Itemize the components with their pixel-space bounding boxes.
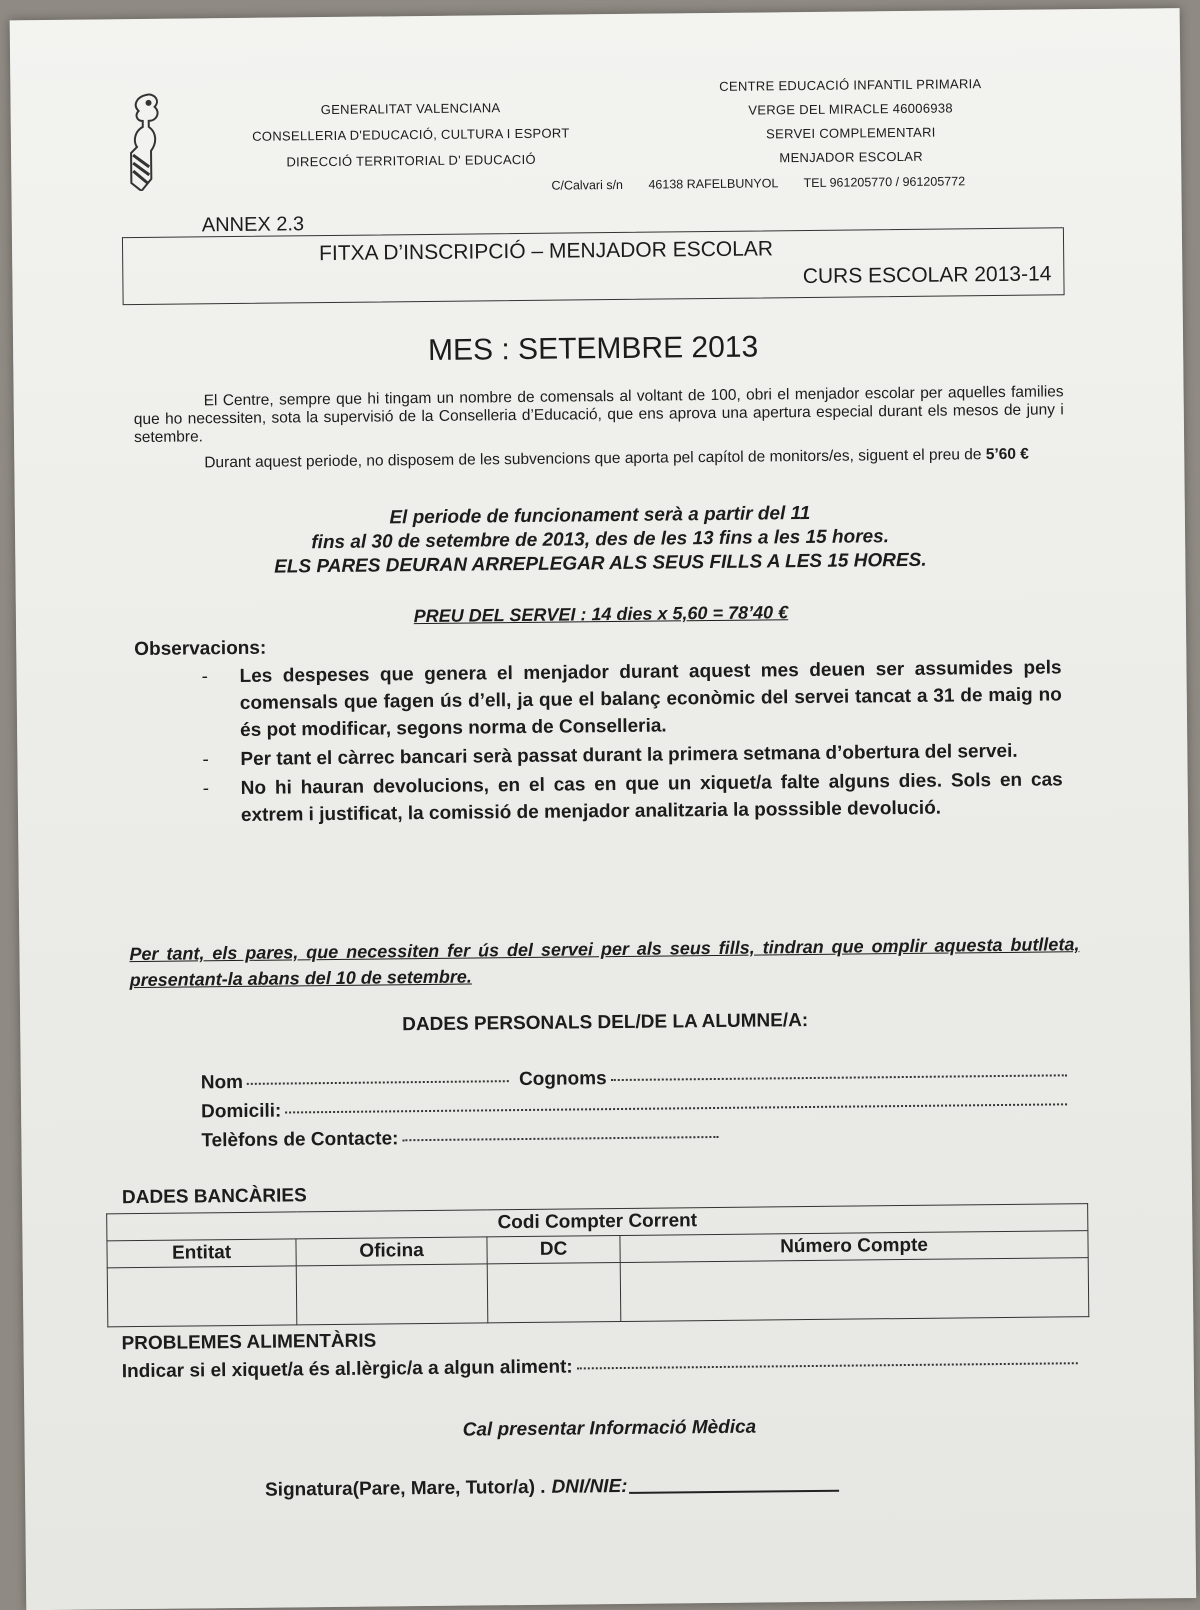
period-line1: El periode de funcionament serà a partir del 11 (389, 502, 811, 529)
cognoms-label: Cognoms (518, 1068, 607, 1091)
header-left-line2: CONSELLERIA D'EDUCACIÓ, CULTURA I ESPORT (252, 125, 570, 144)
header-right-line3: SERVEI COMPLEMENTARI (766, 124, 936, 142)
bank-data-title: DADES BANCÀRIES (121, 1185, 307, 1209)
month-heading: MES : SETEMBRE 2013 (427, 330, 759, 367)
meal-price: 5’60 € (985, 445, 1029, 464)
intro-paragraph-1 (134, 383, 1065, 447)
telefons-field[interactable] (402, 1136, 718, 1141)
medical-info-note: Cal presentar Informació Mèdica (462, 1416, 757, 1441)
form-title: FITXA D’INSCRIPCIÓ – MENJADOR ESCOLAR (318, 237, 774, 266)
dash-bullet: - (201, 666, 208, 688)
observation-text: Les despeses que genera el menjador durant aquest mes deuen ser assumides pels comensals que fagen ús d’ell, ja que el balanç econòmic del servei tancat a 31 de maig no és pot modificar, segons norma de Conselleria. (239, 657, 1062, 741)
allergy-question: Indicar si el xiquet/a és al.lèrgic/a a algun aliment: (121, 1356, 573, 1383)
personal-data-title: DADES PERSONALS DEL/DE LA ALUMNE/A: (402, 1010, 809, 1036)
dash-bullet: - (202, 778, 210, 800)
oficina-cell[interactable] (296, 1264, 488, 1325)
title-box (122, 227, 1065, 305)
domicili-field[interactable] (285, 1103, 1067, 1113)
period-line2: fins al 30 de setembre de 2013, des de les 13 fins a les 15 hores. (311, 526, 890, 554)
col-entitat: Entitat (107, 1239, 296, 1268)
food-problems-title: PROBLEMES ALIMENTÀRIS (121, 1330, 377, 1355)
form-sheet (10, 8, 1197, 1610)
observations-list (201, 654, 1063, 831)
observation-text: Per tant el càrrec bancari serà passat durant la primera setmana d’obertura del servei. (240, 740, 1018, 770)
col-dc: DC (487, 1236, 620, 1264)
header-right-line1: CENTRE EDUCACIÓ INFANTIL PRIMARIA (719, 76, 982, 94)
cognoms-field[interactable] (611, 1074, 1067, 1081)
signature-label: Signatura(Pare, Mare, Tutor/a) . (264, 1476, 546, 1501)
address-city: 46138 RAFELBUNYOL (648, 176, 779, 192)
intro-paragraph-2 (134, 445, 1064, 473)
header-right (660, 72, 1041, 172)
bank-table-header: Codi Compter Corrent (107, 1204, 1088, 1241)
observation-text: No hi hauran devolucions, en el cas en que un xiquet/a falte alguns dies. Sols en cas extrem i justificat, la comissió de menjador analitzaria la posssible devolució. (240, 769, 1063, 826)
generalitat-logo-icon (126, 91, 167, 191)
header-left-line3: DIRECCIÓ TERRITORIAL D' EDUCACIÓ (286, 151, 536, 170)
school-year: CURS ESCOLAR 2013-14 (802, 262, 1052, 289)
bank-account-table (106, 1203, 1089, 1327)
service-price: PREU DEL SERVEI : 14 dies x 5,60 = 78’40 € (413, 602, 789, 627)
address-street: C/Calvari s/n (551, 177, 624, 193)
header-right-line4: MENJADOR ESCOLAR (779, 148, 923, 166)
dash-bullet: - (202, 749, 209, 771)
allergy-field[interactable] (577, 1362, 1078, 1369)
header-left (200, 94, 621, 176)
address-line (551, 173, 1091, 193)
dni-field[interactable] (630, 1490, 840, 1494)
numero-compte-cell[interactable] (620, 1258, 1089, 1322)
intro-p1-text: El Centre, sempre que hi tingam un nombre de comensals al voltant de 100, obri el menjador escolar per aquelles families que ho necessiten, sota la supervisió de la Conselleria d’Educació, que ens aprova una apertura especial durant els mesos de juny i setembre. (133, 383, 1064, 447)
observations-title: Observacions: (134, 637, 267, 661)
address-phone: TEL 961205770 / 961205772 (803, 174, 966, 191)
annex-label: ANNEX 2.3 (201, 213, 305, 237)
table-row (107, 1258, 1089, 1327)
nom-field[interactable] (247, 1080, 509, 1085)
entitat-cell[interactable] (107, 1266, 297, 1327)
period-info (135, 499, 1066, 581)
header-left-line1: GENERALITAT VALENCIANA (320, 100, 501, 118)
nom-label: Nom (200, 1071, 244, 1094)
header-right-line2: VERGE DEL MIRACLE 46006938 (748, 100, 954, 118)
col-numero-compte: Número Compte (620, 1231, 1088, 1263)
telefons-label: Telèfons de Contacte: (201, 1128, 399, 1152)
dc-cell[interactable] (487, 1263, 621, 1323)
col-oficina: Oficina (296, 1237, 487, 1266)
intro-p2-text: Durant aquest periode, no disposem de les subvencions que aporta pel capítol de monitors/es, siguent el preu de (204, 446, 986, 472)
closing-note: Per tant, els pares, que necessiten fer ús del servei per als seus fills, tindran que omplir aquesta butlleta, presentant-la abans del 10 de setembre. (129, 934, 1080, 991)
period-line3: ELS PARES DEURAN ARREPLEGAR ALS SEUS FILLS A LES 15 HORES. (274, 549, 927, 578)
allergy-row (122, 1351, 1082, 1383)
list-item (201, 654, 1062, 744)
signature-row (265, 1474, 840, 1502)
dni-label: DNI/NIE: (551, 1475, 628, 1498)
personal-data-fields (201, 1059, 1072, 1155)
domicili-label: Domicili: (200, 1100, 282, 1123)
list-item (203, 766, 1064, 829)
